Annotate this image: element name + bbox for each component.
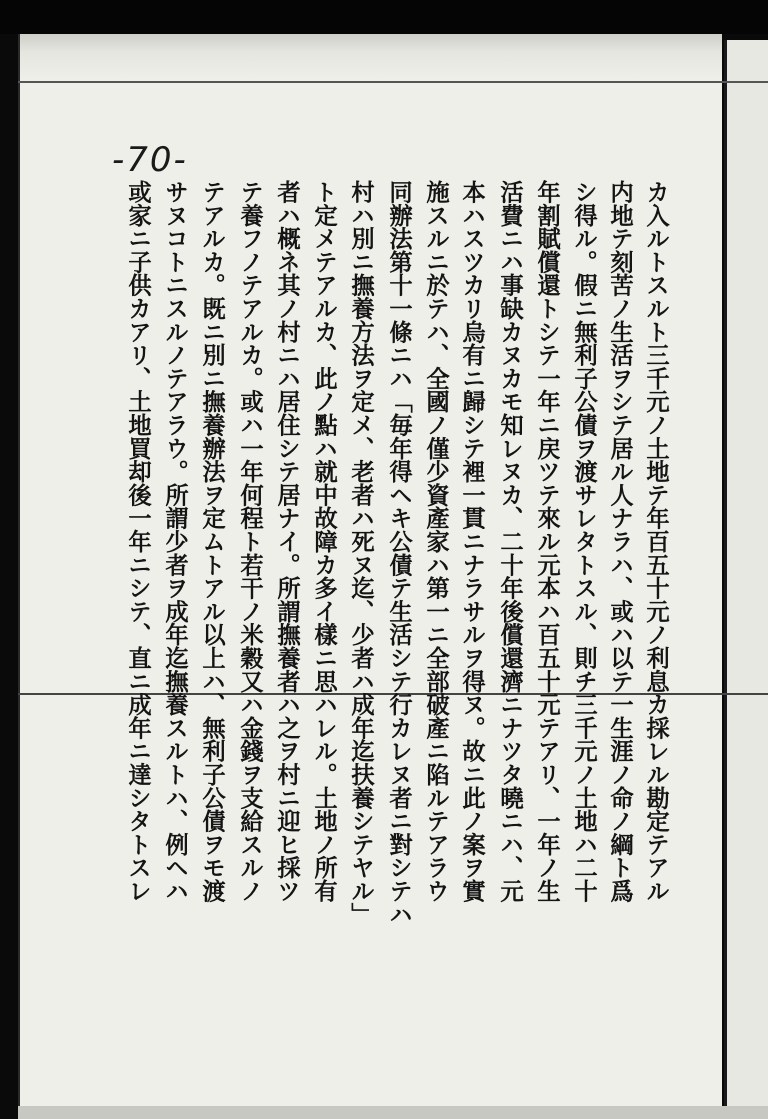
text-column-14: サヌコトニスルノテアラウ。所謂少者ヲ成年迄撫養スルトハ、例ヘハ <box>161 180 188 903</box>
header-rule <box>18 81 768 83</box>
scan-bottom-edge <box>18 1106 768 1119</box>
text-column-6: 本ハスツカリ烏有ニ歸シテ裡一貫ニナラサルヲ得ヌ。故ニ此ノ案ヲ實 <box>458 180 485 903</box>
text-column-3: シ得ル。假ニ無利子公債ヲ渡サレタトスル、則チ三千元ノ土地ハ二十 <box>570 180 597 903</box>
text-column-9: 村ハ別ニ撫養方法ヲ定メ、老者ハ死ヌ迄、少者ハ成年迄扶養シテヤル」 <box>347 180 374 926</box>
scan-top-border <box>0 0 768 34</box>
text-column-13: テアルカ。既ニ別ニ撫養辦法ヲ定ムトアル以上ハ、無利子公債ヲモ渡 <box>198 180 225 903</box>
text-column-11: 者ハ概ネ其ノ村ニハ居住シテ居ナイ。所謂撫養者ハ之ヲ村ニ迎ヒ採ツ <box>273 180 300 903</box>
page-number: -70- <box>112 140 188 180</box>
text-column-2: 内地テ刻苦ノ生活ヲシテ居ル人ナラハ、或ハ以テ一生涯ノ命ノ綱ト爲 <box>606 180 633 903</box>
text-column-12: テ養フノテアルカ。或ハ一年何程ト若干ノ米穀又ハ金錢ヲ支給スルノ <box>236 180 263 903</box>
text-column-5: 活費ニハ事缺カヌカモ知レヌカ、二十年後償還濟ニナツタ曉ニハ、元 <box>496 180 523 903</box>
adjacent-page-edge <box>724 40 768 1119</box>
text-column-1: カ入ルトスルト三千元ノ土地テ年百五十元ノ利息カ採レル勘定テアル <box>642 180 669 903</box>
text-column-8: 同辦法第十一條ニハ「毎年得ヘキ公債テ生活シテ行カレヌ者ニ對シテハ <box>385 180 412 926</box>
text-column-4: 年割賦償還トシテ一年ニ戻ツテ來ル元本ハ百五十元テアリ、一年ノ生 <box>533 180 560 903</box>
text-column-10: ト定メテアルカ、此ノ點ハ就中故障カ多イ樣ニ思ハレル。土地ノ所有 <box>310 180 337 903</box>
text-column-15: 或家ニ子供カアリ、土地買却後一年ニシテ、直ニ成年ニ達シタトスレ <box>124 180 151 903</box>
text-column-7: 施スルニ於テハ、全國ノ僅少資產家ハ第一ニ全部破產ニ陷ルテアラウ <box>422 180 449 903</box>
